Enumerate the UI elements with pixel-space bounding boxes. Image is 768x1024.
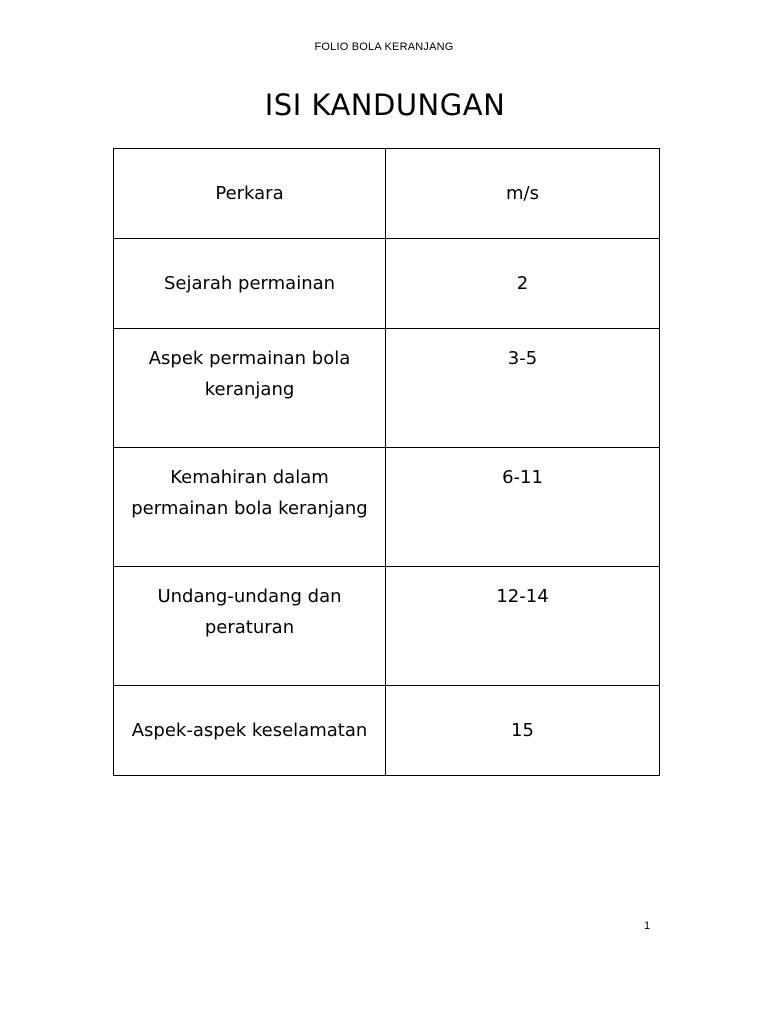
table-row	[114, 329, 660, 448]
pages-cell: 3-5	[386, 329, 660, 448]
topic-cell: Aspek-aspek keselamatan	[114, 686, 386, 776]
pages-cell: 12-14	[386, 567, 660, 686]
column-header-pages: m/s	[386, 149, 660, 239]
pages-cell: 15	[386, 686, 660, 776]
table-header-row	[114, 149, 660, 239]
pages-cell: 6-11	[386, 448, 660, 567]
running-header: FOLIO BOLA KERANJANG	[314, 41, 454, 53]
pages-cell: 2	[386, 239, 660, 329]
table-row	[114, 448, 660, 567]
topic-cell: Kemahiran dalam permainan bola keranjang	[114, 448, 386, 567]
page-number: 1	[644, 920, 651, 932]
topic-cell: Aspek permainan bola keranjang	[114, 329, 386, 448]
column-header-topic: Perkara	[114, 149, 386, 239]
table-row	[114, 567, 660, 686]
topic-cell: Undang-undang dan peraturan	[114, 567, 386, 686]
table-of-contents	[113, 148, 660, 776]
table-row	[114, 686, 660, 776]
topic-cell: Sejarah permainan	[114, 239, 386, 329]
table-row	[114, 239, 660, 329]
page-title: ISI KANDUNGAN	[264, 88, 506, 122]
